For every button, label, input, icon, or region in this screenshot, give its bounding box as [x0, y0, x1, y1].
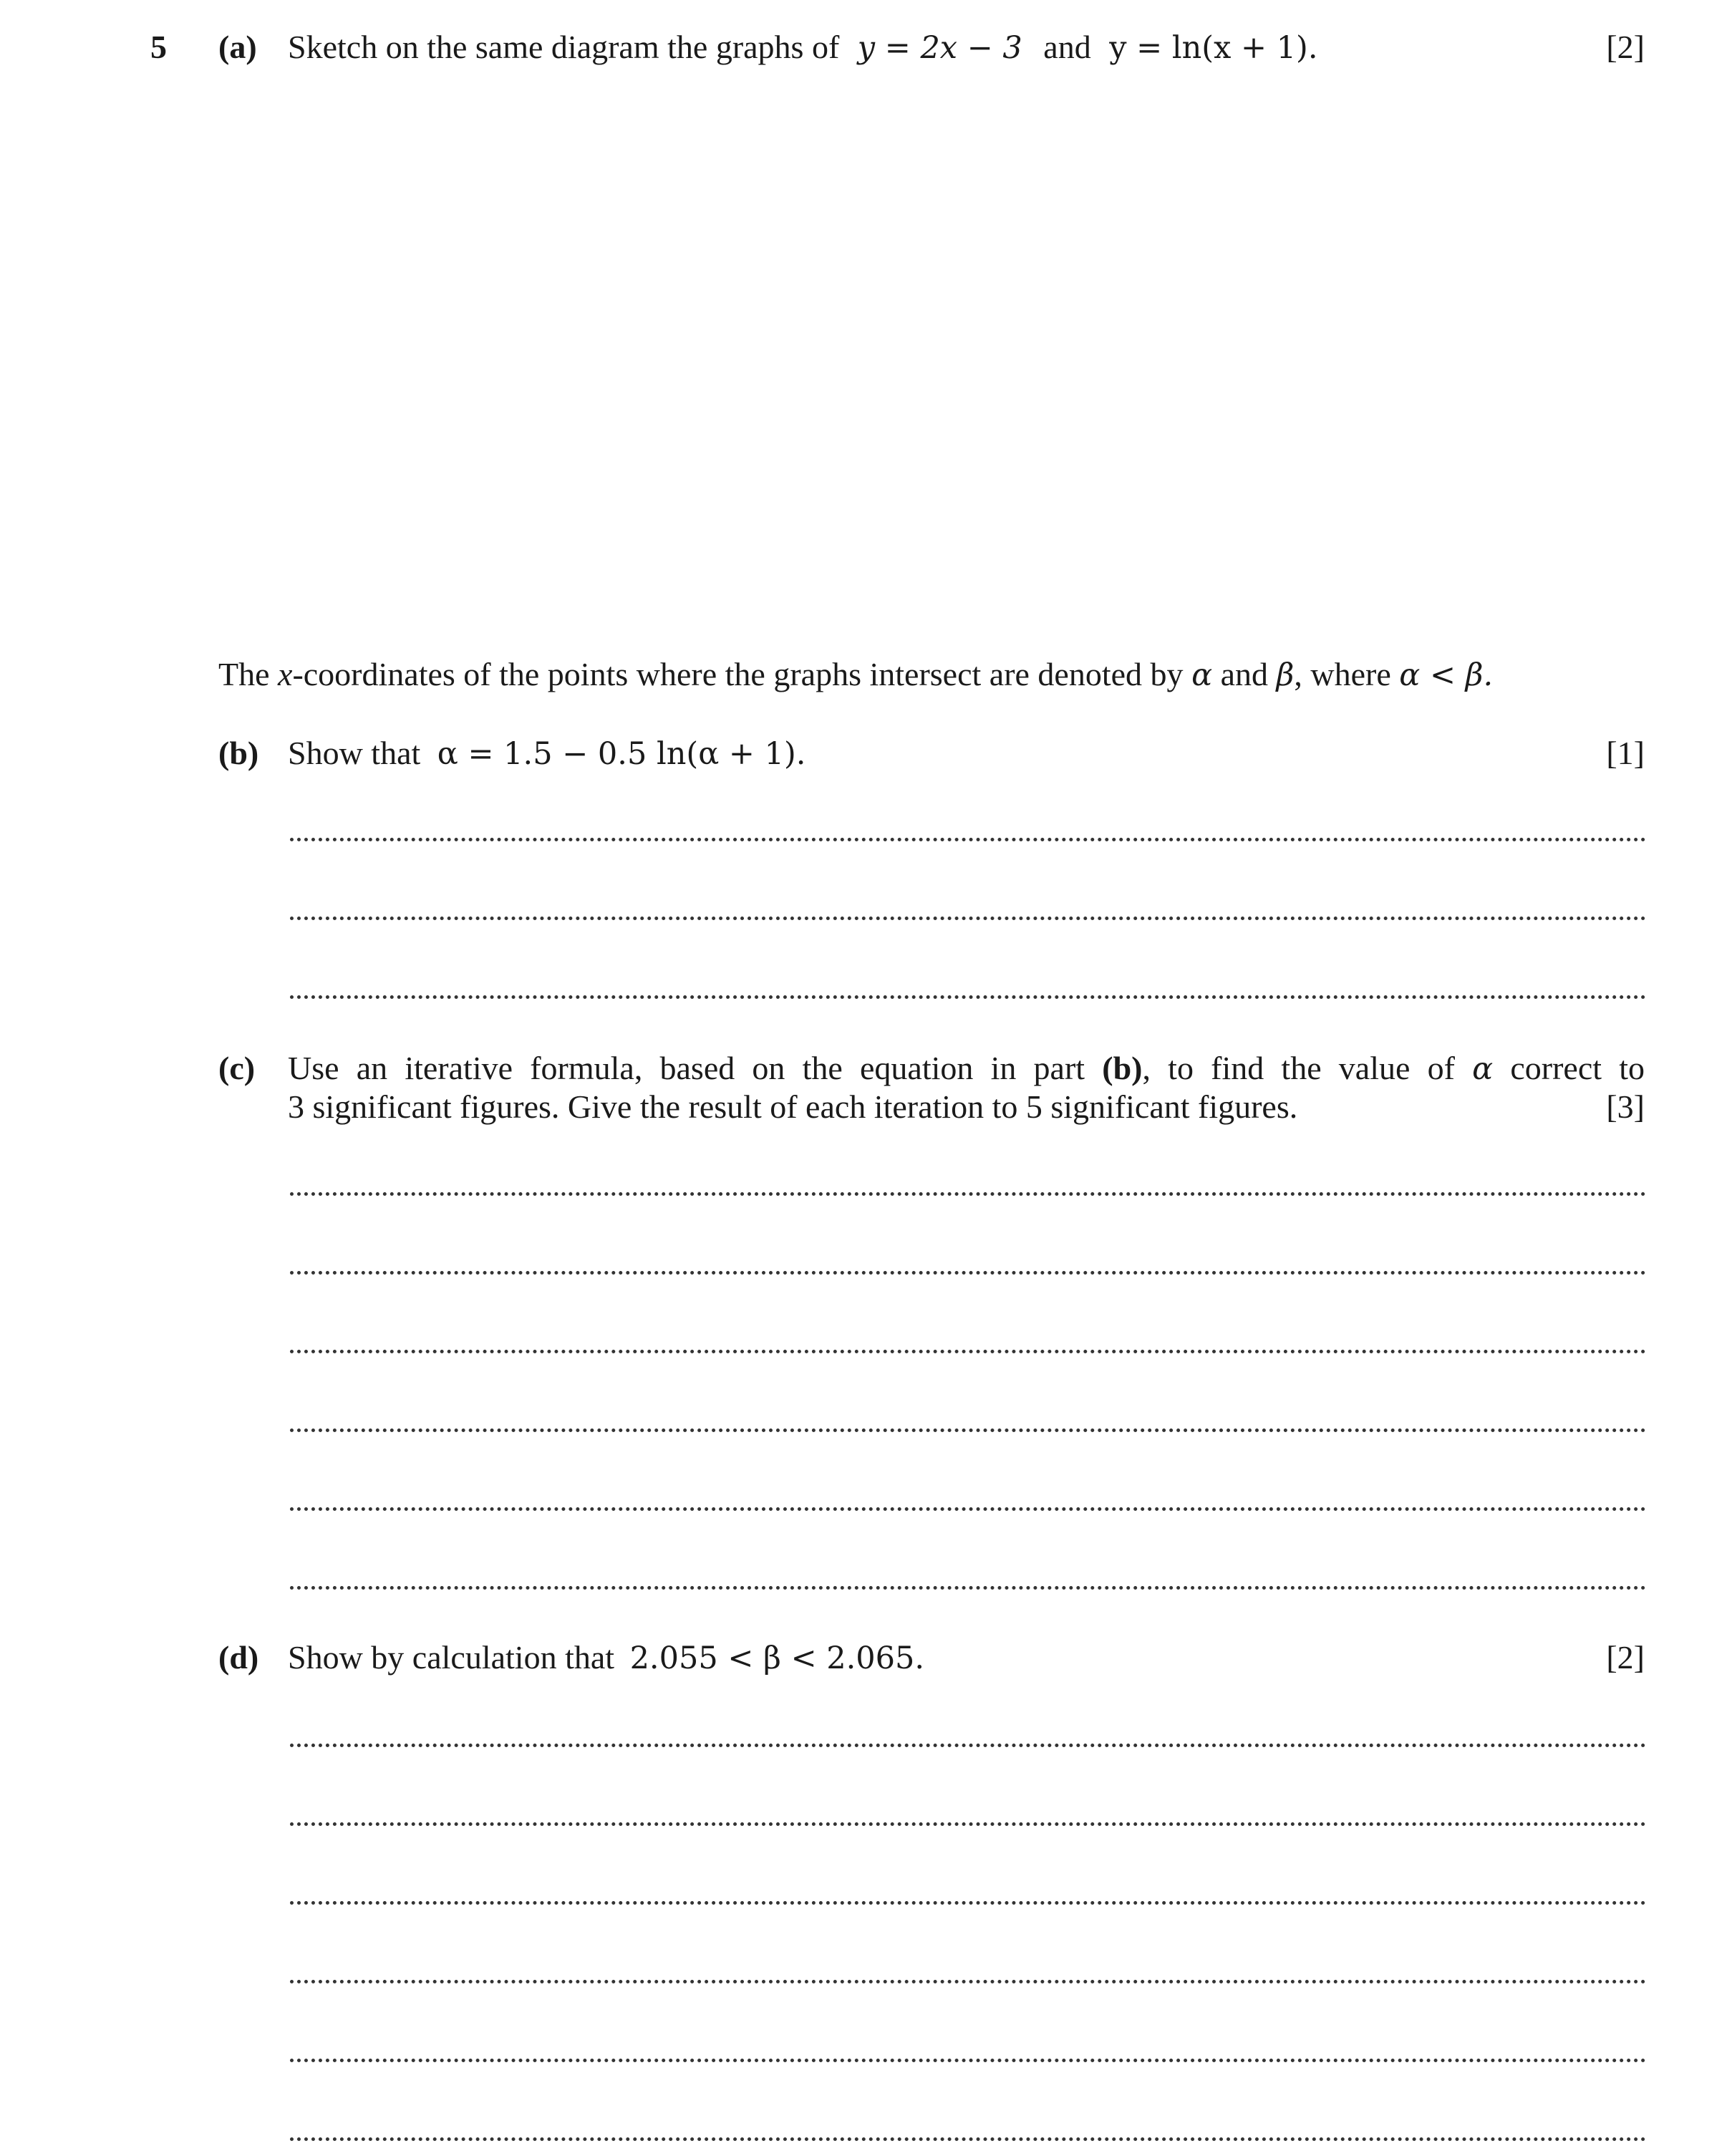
answer-line[interactable] — [290, 1271, 1646, 1275]
part-c-text-tail: correct to — [1510, 1050, 1645, 1086]
answer-line[interactable] — [290, 1822, 1646, 1826]
part-c-marks: [3] — [1606, 1088, 1645, 1125]
answer-line[interactable] — [290, 1980, 1646, 1983]
answer-line[interactable] — [290, 1507, 1646, 1511]
answer-line[interactable] — [290, 1586, 1646, 1590]
intro-text-start: The — [218, 656, 270, 692]
part-a-label: (a) — [218, 29, 257, 65]
answer-line[interactable] — [290, 1350, 1646, 1353]
part-c-part-ref: (b) — [1102, 1050, 1143, 1086]
intro-inequality: α < β. — [1399, 657, 1494, 693]
intro-and: and — [1220, 656, 1269, 692]
part-d-question — [288, 1636, 924, 1680]
answer-line[interactable] — [290, 1901, 1646, 1905]
answer-line[interactable] — [290, 2137, 1646, 2141]
part-a-question — [288, 26, 1318, 69]
part-c-text-end: , to find the value of — [1142, 1050, 1455, 1086]
answer-line[interactable] — [290, 917, 1646, 920]
part-a-marks: [2] — [1606, 29, 1645, 65]
part-b-label: (b) — [218, 735, 259, 771]
question-number: 5 — [150, 29, 167, 65]
part-d-text: Show by calculation that — [288, 1639, 615, 1676]
answer-line[interactable] — [290, 838, 1646, 841]
part-a-equation-2: y = ln(x + 1). — [1109, 30, 1318, 66]
part-d-label: (d) — [218, 1639, 259, 1676]
answer-line[interactable] — [290, 995, 1646, 999]
part-c-text-start: Use an iterative formula, based on the equation in part — [288, 1050, 1085, 1086]
part-b-question — [288, 732, 805, 775]
intro-x-variable: x — [278, 656, 293, 692]
part-b-equation: α = 1.5 − 0.5 ln(α + 1). — [437, 736, 806, 772]
answer-line[interactable] — [290, 1429, 1646, 1432]
intro-where: , where — [1294, 656, 1391, 692]
part-c-line-2: 3 significant figures. Give the result of each iteration to 5 significant figures. — [288, 1088, 1298, 1125]
intro-beta: β — [1276, 657, 1295, 693]
sketch-area[interactable] — [218, 79, 1646, 637]
answer-line[interactable] — [290, 1192, 1646, 1196]
part-c-label: (c) — [218, 1050, 256, 1086]
intro-text-mid: -coordinates of the points where the graphs intersect are denoted by — [292, 656, 1184, 692]
part-b-text: Show that — [288, 735, 421, 771]
part-d-marks: [2] — [1606, 1639, 1645, 1676]
part-c-line-1 — [288, 1047, 1645, 1091]
part-a-conjunction: and — [1043, 29, 1091, 65]
part-b-marks: [1] — [1606, 735, 1645, 771]
part-a-equation-1: y = 2x − 3 — [857, 30, 1022, 66]
part-d-inequality: 2.055 < β < 2.065. — [629, 1640, 925, 1676]
part-a-text: Sketch on the same diagram the graphs of — [288, 29, 840, 65]
intersection-intro — [218, 653, 1493, 697]
answer-line[interactable] — [290, 2059, 1646, 2062]
part-c-alpha: α — [1472, 1051, 1494, 1087]
answer-line[interactable] — [290, 1744, 1646, 1747]
intro-alpha: α — [1191, 657, 1213, 693]
